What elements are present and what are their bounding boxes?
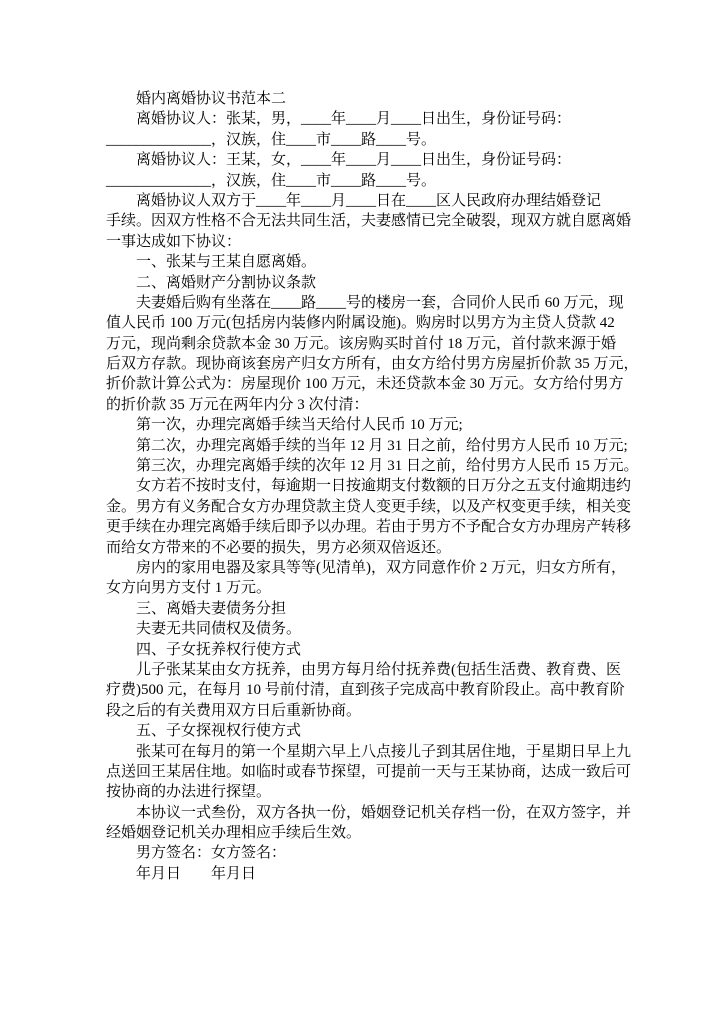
document-line: 女方若不按时支付，每逾期一日按逾期支付数额的日万分之五支付逾期违约 xyxy=(136,478,632,495)
document-line: 年月日 年月日 xyxy=(136,865,257,882)
document-line: 经婚姻登记机关办理相应手续后生效。 xyxy=(106,825,362,842)
document-line: 夫妻婚后购有坐落在____路____号的楼房一套，合同价人民币 60 万元，现 xyxy=(136,294,624,311)
document-line: 按协商的办法进行探望。 xyxy=(106,784,272,801)
document-line: 而给女方带来的不必要的损失，男方必须双倍返还。 xyxy=(106,539,452,556)
document-line: 张某可在每月的第一个星期六早上八点接儿子到其居住地，于星期日早上九 xyxy=(136,743,632,760)
document-line: 的折价款 35 万元在两年内分 3 次付清： xyxy=(106,396,369,413)
document-line: 本协议一式叁份，双方各执一份，婚姻登记机关存档一份，在双方签字，并 xyxy=(136,804,632,821)
document-line: 金。男方有义务配合女方办理贷款主贷人变更手续，以及产权变更手续，相关变 xyxy=(106,498,632,515)
document-line: 四、子女抚养权行使方式 xyxy=(136,641,302,658)
document-line: 离婚协议人：王某，女，____年____月____日出生，身份证号码： xyxy=(136,152,572,169)
document-line: 点送回王某居住地。如临时或春节探望，可提前一天与王某协商，达成一致后可 xyxy=(106,763,632,780)
document-line: 男方签名：女方签名： xyxy=(136,845,287,862)
document-line: 第三次，办理完离婚手续的次年 12 月 31 日之前，给付男方人民币 15 万元。 xyxy=(136,458,639,475)
document-line: ______________，汉族，住____市____路____号。 xyxy=(106,131,437,148)
document-line: 房内的家用电器及家具等等(见清单)，双方同意作价 2 万元，归女方所有， xyxy=(136,559,626,576)
document-line: 万元，现尚剩余贷款本金 30 万元。该房购买时首付 18 万元，首付款来源于婚 xyxy=(106,335,617,352)
document-line: 段之后的有关费用双方日后重新协商。 xyxy=(106,702,362,719)
document-line: 五、子女探视权行使方式 xyxy=(136,723,302,740)
document-line: 后双方存款。现协商该套房产归女方所有，由女方给付男方房屋折价款 35 万元， xyxy=(106,356,639,373)
document-line: 值人民币 100 万元(包括房内装修内附属设施)。购房时以男方为主贷人贷款 42 xyxy=(106,315,615,332)
document-line: 折价款计算公式为：房屋现价 100 万元，未还贷款本金 30 万元。女方给付男方 xyxy=(106,376,624,393)
document-line: ______________，汉族，住____市____路____号。 xyxy=(106,172,437,189)
document-line: 儿子张某某由女方抚养，由男方每月给付抚养费(包括生活费、教育费、医 xyxy=(136,661,621,678)
document-title: 婚内离婚协议书范本二 xyxy=(136,91,287,107)
document-line: 更手续在办理完离婚手续后即予以办理。若由于男方不予配合女方办理房产转移 xyxy=(106,519,632,536)
document-line: 二、离婚财产分割协议条款 xyxy=(136,274,317,291)
document-line: 一事达成如下协议： xyxy=(106,233,242,250)
document-line: 女方向男方支付 1 万元。 xyxy=(106,580,272,597)
document-line: 第一次，办理完离婚手续当天给付人民币 10 万元; xyxy=(136,417,463,434)
document-line: 疗费)500 元，在每月 10 号前付清，直到孩子完成高中教育阶段止。高中教育阶 xyxy=(106,682,625,699)
document-line: 离婚协议人双方于____年____月____日在____区人民政府办理结婚登记 xyxy=(136,192,602,209)
document-line: 夫妻无共同债权及债务。 xyxy=(136,621,302,638)
document-line: 手续。因双方性格不合无法共同生活，夫妻感情已完全破裂，现双方就自愿离婚 xyxy=(106,213,632,230)
document-line: 离婚协议人：张某，男，____年____月____日出生，身份证号码： xyxy=(136,111,572,128)
document-lines xyxy=(106,89,654,884)
document-line: 一、张某与王某自愿离婚。 xyxy=(136,254,317,271)
document-line: 第二次，办理完离婚手续的当年 12 月 31 日之前，给付男方人民币 10 万元; xyxy=(136,437,628,454)
document-line: 三、离婚夫妻债务分担 xyxy=(136,600,287,617)
